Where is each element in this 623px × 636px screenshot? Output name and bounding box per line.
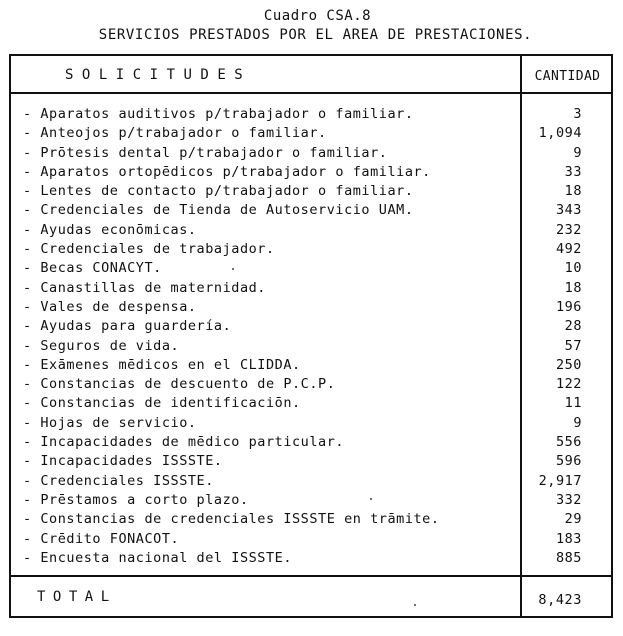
row-label: - Encuesta nacional del ISSSTE. [23,549,293,566]
row-label: - Incapacidades ISSSTE. [23,453,223,470]
row-value: 196 [555,298,582,315]
speck [414,604,416,606]
table-row [11,318,611,337]
row-label: - Incapacidades de mēdico particular. [23,434,345,451]
row-label: - Credenciales ISSSTE. [23,472,214,489]
table-row [11,260,611,279]
row-label: - Constancias de credenciales ISSSTE en trāmite. [23,511,440,528]
row-label: - Anteojos p/trabajador o familiar. [23,125,327,142]
header-divider [11,92,611,94]
row-label: - Seguros de vida. [23,337,180,354]
row-label: - Constancias de identificaciōn. [23,395,301,412]
row-label: - Lentes de contacto p/trabajador o familiar. [23,183,414,200]
total-label: TOTAL [37,589,117,605]
row-label: - Credenciales de trabajador. [23,241,275,258]
table-row [11,125,611,144]
table-row [11,202,611,221]
table-row [11,241,611,260]
table-row [11,299,611,318]
table-row [11,531,611,550]
row-label: - Becas CONACYT. [23,260,162,277]
table-row [11,338,611,357]
total-value: 8,423 [538,592,582,608]
row-value: 332 [555,491,582,508]
header-solicitudes: SOLICITUDES [65,67,252,83]
row-label: - Aparatos auditivos p/trabajador o familiar. [23,106,414,122]
row-label: - Aparatos ortopēdicos p/trabajador o familiar. [23,163,431,180]
table-row [11,357,611,376]
row-label: - Credenciales de Tienda de Autoservicio UAM. [23,202,414,219]
row-value: 9 [573,414,582,431]
row-value: 33 [564,163,582,180]
table-body [11,106,611,569]
table-frame [9,54,613,618]
row-label: - Hojas de servicio. [23,414,197,431]
row-value: 122 [555,376,582,393]
row-value: 492 [555,241,582,258]
table-row [11,222,611,241]
table-row [11,183,611,202]
table-row [11,395,611,414]
row-value: 556 [555,434,582,451]
table-title: SERVICIOS PRESTADOS POR EL AREA DE PRESTACIONES. [98,27,533,43]
table-row [11,106,611,125]
table-caption-number: Cuadro CSA.8 [263,8,372,24]
row-value: 28 [564,318,582,335]
row-value: 57 [564,337,582,354]
row-label: - Prēstamos a corto plazo. [23,491,249,508]
row-value: 3 [573,106,582,122]
row-label: - Prōtesis dental p/trabajador o familiar. [23,144,388,161]
row-value: 29 [564,511,582,528]
table-row [11,434,611,453]
row-value: 343 [555,202,582,219]
row-value: 250 [555,356,582,373]
table-row [11,280,611,299]
row-label: - Vales de despensa. [23,298,197,315]
row-label: - Constancias de descuento de P.C.P. [23,376,336,393]
row-label: - Ayudas econōmicas. [23,221,197,238]
table-row [11,145,611,164]
row-value: 596 [555,453,582,470]
row-value: 11 [564,395,582,412]
row-label: - Canastillas de maternidad. [23,279,266,296]
speck [232,268,234,270]
row-label: - Crēdito FONACOT. [23,530,180,547]
table-row [11,492,611,511]
table-row [11,511,611,530]
speck [370,498,372,500]
row-value: 9 [573,144,582,161]
row-value: 10 [564,260,582,277]
table-row [11,415,611,434]
row-value: 2,917 [538,472,582,489]
row-value: 232 [555,221,582,238]
row-value: 885 [555,549,582,566]
row-value: 1,094 [538,125,582,142]
table-row [11,164,611,183]
row-value: 183 [555,530,582,547]
table-row [11,473,611,492]
total-divider [11,575,611,577]
table-row [11,550,611,569]
row-label: - Exāmenes mēdicos en el CLIDDA. [23,356,301,373]
header-cantidad: CANTIDAD [534,69,601,84]
row-value: 18 [564,279,582,296]
table-row [11,453,611,472]
table-row [11,376,611,395]
row-label: - Ayudas para guardería. [23,318,232,335]
row-value: 18 [564,183,582,200]
